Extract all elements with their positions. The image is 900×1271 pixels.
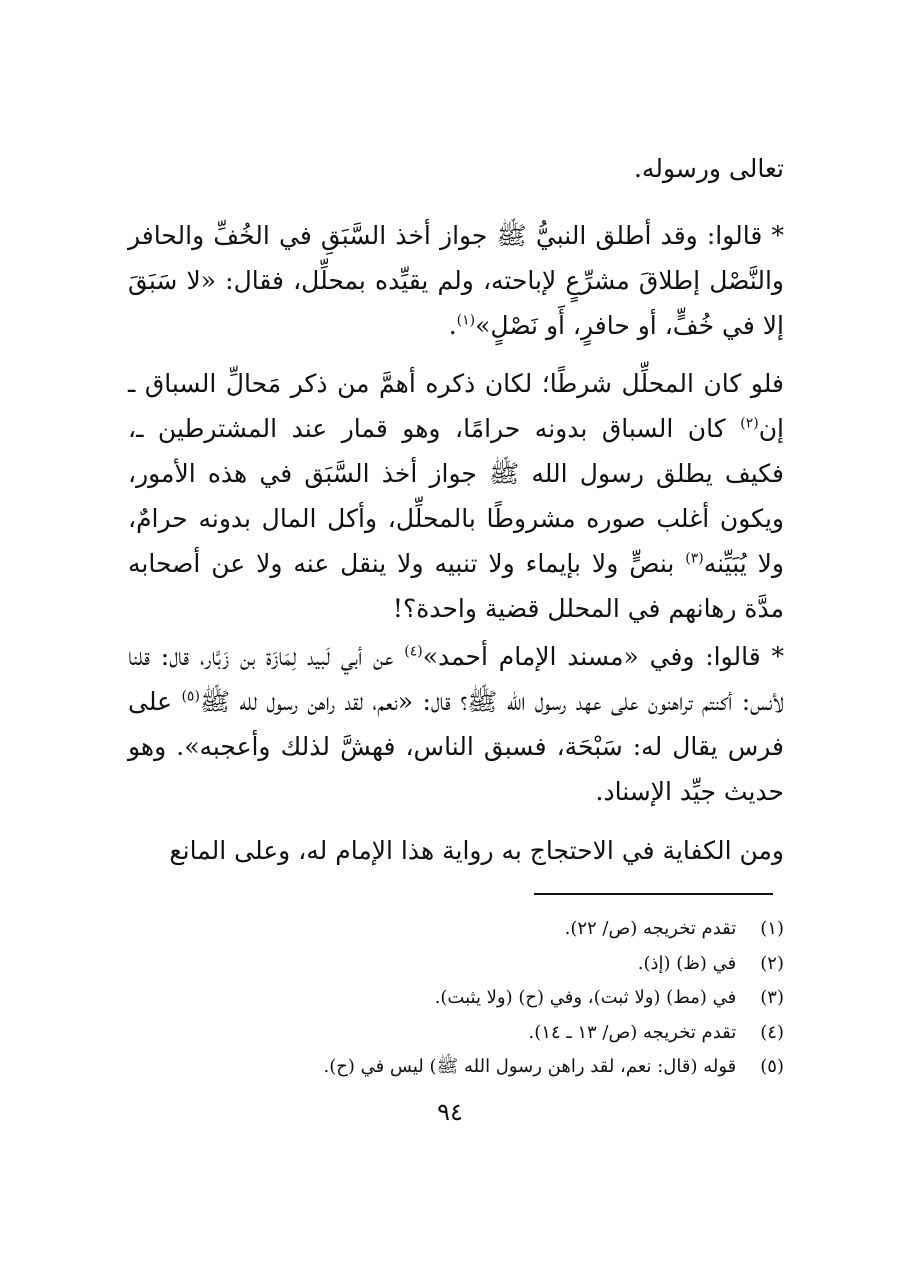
footnote-number: (٤) (760, 1021, 784, 1043)
footnote-ref-1[interactable]: (١) (456, 312, 476, 329)
paragraph-3-text-c: بنصٍّ ولا بإيماء ولا تنبيه ولا ينقل عنه ولا عن أصحابه مدَّة رهانهم في المحلل قضية واحدة؟! (128, 549, 784, 623)
paragraph-3-text-a: فلو كان المحلِّل شرطًا؛ لكان ذكره أهمَّ من ذكر مَحالِّ السباق ـ إن (128, 369, 784, 443)
paragraph-1-text: تعالى ورسوله. (633, 154, 784, 183)
footnote-text: في (ظ) (إذ). (637, 952, 737, 974)
footnote-item (128, 981, 784, 1016)
footnote-item (128, 947, 784, 982)
footnote-ref-4[interactable]: (٤) (404, 643, 423, 660)
footnote-separator (534, 893, 773, 895)
paragraph-2-text: * قالوا: وقد أطلق النبيُّ ﷺ جواز أخذ السَّبَقِ في الخُفِّ والحافر والنَّصْل إطلاقَ مشرِّعٍ لإباحته، ولم يقيِّده بمحلِّل، فقال: «لا سَبَقَ إلا في خُفٍّ، أو حافرٍ، أَو نَصْلٍ» (128, 221, 784, 340)
paragraph-4-text-a: * قالوا: وفي «مسند الإمام أحمد» (422, 642, 784, 671)
paragraph-2-end: . (448, 311, 457, 340)
footnote-number: (٢) (760, 952, 784, 974)
paragraph-5-text: ومن الكفاية في الاحتجاج به رواية هذا الإمام له، وعلى المانع (169, 836, 784, 865)
paragraph-2 (128, 213, 784, 348)
paragraph-1 (128, 146, 784, 191)
footnote-ref-3[interactable]: (٣) (685, 550, 704, 567)
footnote-text: في (مط) (ولا ثبت)، وفي (ح) (ولا يثبت). (434, 987, 737, 1008)
footnote-number: (٥) (760, 1056, 784, 1077)
paragraph-3 (128, 361, 784, 631)
footnote-ref-5[interactable]: (٥) (181, 688, 200, 705)
footnote-item (128, 1016, 784, 1051)
footnote-text: تقدم تخريجه (ص/ ٢٢). (564, 918, 737, 939)
footnote-text: قوله (قال: نعم، لقد راهن رسول الله ﷺ) ليس في (ح). (323, 1056, 737, 1077)
page-number: ٩٤ (437, 1098, 463, 1126)
footnotes-list (128, 912, 784, 1085)
footnote-number: (٣) (760, 987, 784, 1008)
paragraph-4-text-c: على فرس يقال له: سَبْحَة، فسبق الناس، فهشَّ لذلك وأعجبه». وهو حديث جيِّد الإسناد. (128, 687, 784, 806)
paragraph-4-text-b: عن أبي لَبيد لِمَازَة بن زَبَّار، قال: قلنا لأنس: أكنتم تراهنون على عهد رسول الله ﷺ؟ قال: «نعم، لقد راهن رسول لله ﷺ (128, 642, 784, 716)
footnote-text: تقدم تخريجه (ص/ ١٣ ـ ١٤). (528, 1021, 737, 1043)
footnote-item (128, 1050, 784, 1085)
footnote-number: (١) (760, 918, 784, 939)
paragraph-4 (128, 634, 784, 814)
footnote-ref-2[interactable]: (٢) (740, 415, 759, 432)
footnote-item (128, 912, 784, 947)
paragraph-5 (128, 828, 784, 873)
paragraph-3-text-b: كان السباق بدونه حرامًا، وهو قمار عند المشترطين ـ، فكيف يطلق رسول الله ﷺ جواز أخذ السَّبَق في هذه الأمور، ويكون أغلب صوره مشروطًا بالمحلِّل، وأكل المال بدونه حرامٌ، ولا يُبَيِّنه (128, 414, 784, 578)
